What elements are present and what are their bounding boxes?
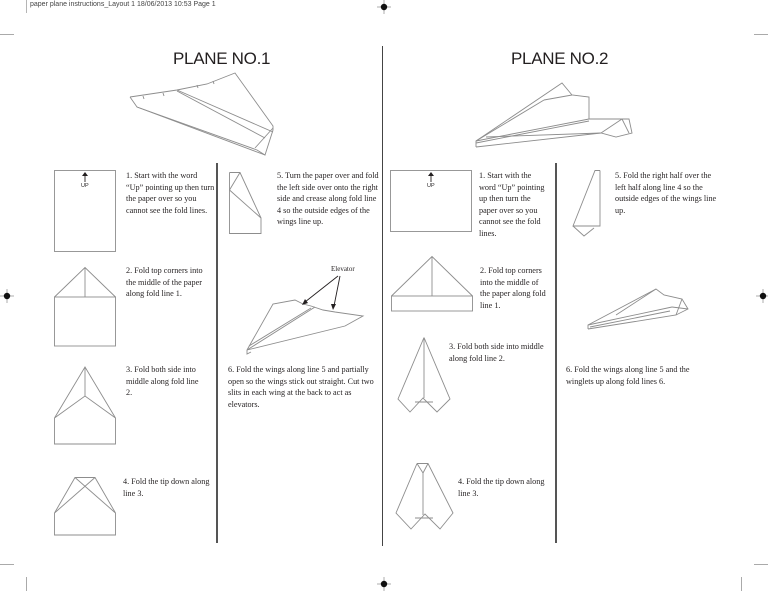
crop-mark-bottom-left-h — [0, 564, 14, 565]
plane2-step6-text: 6. Fold the wings along line 5 and the winglets up along fold lines 6. — [566, 365, 690, 386]
plane1-step3-text: 3. Fold both side into middle along fold line 2. — [126, 365, 199, 397]
plane1-step3-diagram — [54, 366, 116, 446]
crop-mark-bottom-left-v — [26, 577, 27, 591]
plane2-step2-diagram — [391, 256, 473, 312]
plane1-hero-illustration — [125, 70, 285, 160]
plane1-elevator-label: Elevator — [331, 265, 355, 273]
plane2-step4-diagram — [395, 463, 455, 533]
plane1-step4-diagram — [54, 477, 116, 539]
plane2-hero-illustration — [474, 75, 639, 155]
plane2-step5-text: 5. Fold the right half over the left half along line 4 so the outside edges of the wings line up. — [615, 171, 717, 215]
plane2-title: PLANE NO.2 — [511, 49, 609, 68]
plane1-step5-text: 5. Turn the paper over and fold the left side over onto the right side and crease along fold line 4 so the outside edges of the wings line up. — [277, 171, 379, 226]
plane2-step3-text: 3. Fold both side into middle along fold line 2. — [449, 342, 544, 363]
crop-mark-top-right — [754, 34, 768, 35]
plane2-column-divider — [555, 163, 557, 543]
plane1-step5-diagram — [229, 172, 265, 234]
crop-mark-bottom-right-h — [754, 564, 768, 565]
plane2-step2-text: 2. Fold top corners into the middle of the paper along fold line 1. — [480, 266, 546, 310]
plane2-step6-diagram — [586, 287, 696, 337]
up-label: UP — [81, 183, 89, 189]
plane2-step1-text: 1. Start with the word “Up” pointing up then turn the paper over so you cannot see the fold lines. — [479, 171, 545, 238]
page-divider — [382, 46, 383, 546]
plane2-step3-diagram — [397, 337, 453, 413]
up-label: UP — [427, 183, 435, 189]
plane1-step6-text: 6. Fold the wings along line 5 and partially open so the wings stick out straight. Cut two slits in each wing at the back to act as elevators. — [228, 365, 374, 409]
registration-mark-left — [0, 289, 14, 303]
plane2-step5-diagram — [572, 170, 602, 238]
plane1-step2-diagram — [54, 267, 116, 347]
print-slug: paper plane instructions_Layout 1 18/06/2013 10:53 Page 1 — [26, 0, 216, 13]
plane2-step1-paper-icon — [390, 170, 472, 232]
plane1-step1-text: 1. Start with the word “Up” pointing up then turn the paper over so you cannot see the fold lines. — [126, 171, 215, 215]
crop-mark-top-left — [0, 34, 14, 35]
crop-mark-bottom-right-v — [741, 577, 742, 591]
plane1-step6-diagram — [245, 272, 365, 352]
registration-mark-bottom — [377, 577, 391, 591]
plane1-title: PLANE NO.1 — [173, 49, 271, 68]
plane1-step4-text: 4. Fold the tip down along line 3. — [123, 477, 210, 498]
plane1-step1-paper-icon — [54, 170, 116, 252]
plane1-column-divider — [216, 163, 218, 543]
registration-mark-right — [756, 289, 768, 303]
registration-mark-top — [377, 0, 391, 14]
plane1-step2-text: 2. Fold top corners into the middle of the paper along fold line 1. — [126, 266, 203, 298]
plane2-step4-text: 4. Fold the tip down along line 3. — [458, 477, 545, 498]
